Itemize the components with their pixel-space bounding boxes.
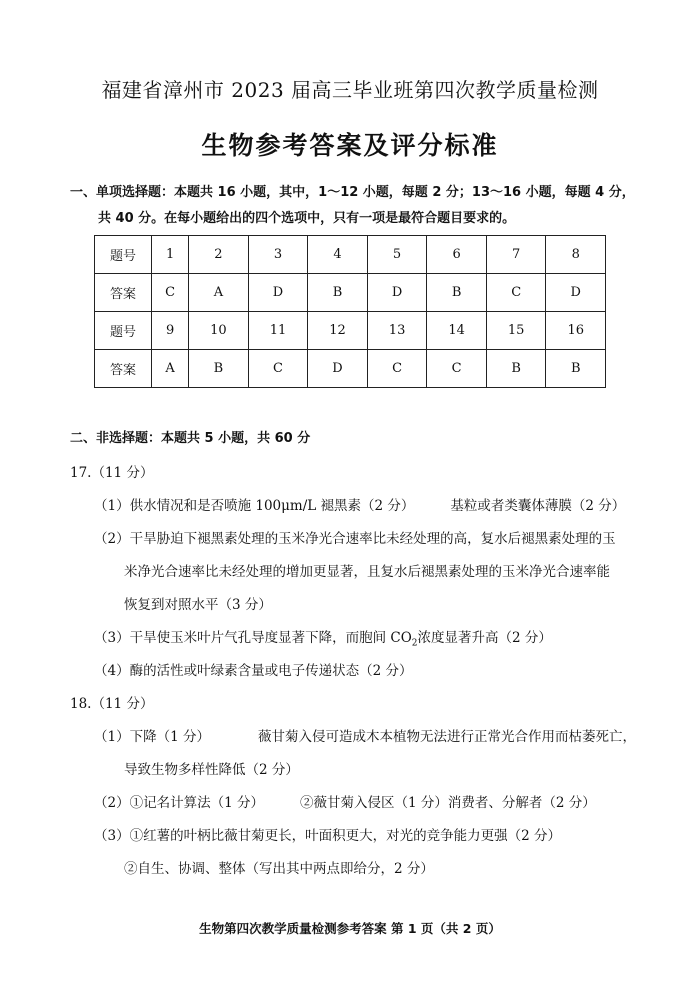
q18-answer-3b: ②自生、协调、整体（写出其中两点即给分，2 分） [124, 861, 434, 877]
table-cell: D [546, 274, 606, 312]
table-row-header: 题号 [95, 312, 152, 350]
table-cell: 8 [546, 236, 606, 274]
table-cell: 6 [427, 236, 487, 274]
answer-table [94, 235, 606, 388]
table-cell: D [308, 350, 368, 388]
q18-answer-2b: ②薇甘菊入侵区（1 分）消费者、分解者（2 分） [299, 795, 596, 811]
q17-title: 17.（11 分） [70, 465, 154, 481]
table-cell: 2 [189, 236, 249, 274]
table-cell: 15 [486, 312, 546, 350]
table-cell: B [308, 274, 368, 312]
table-cell: 11 [248, 312, 308, 350]
table-row [95, 312, 606, 350]
table-cell: A [152, 350, 189, 388]
q17-answer-3-pre: （3）干旱使玉米叶片气孔导度显著下降，而胞间 CO [94, 630, 412, 646]
table-cell: 3 [248, 236, 308, 274]
table-cell: 1 [152, 236, 189, 274]
exam-title: 福建省漳州市 2023 届高三毕业班第四次教学质量检测 [101, 78, 599, 102]
q17-answer-3-sub: 2 [411, 638, 418, 649]
table-cell: D [248, 274, 308, 312]
table-cell: B [189, 350, 249, 388]
table-cell: 7 [486, 236, 546, 274]
table-cell: 4 [308, 236, 368, 274]
q17-answer-4: （4）酶的活性或叶绿素含量或电子传递状态（2 分） [94, 663, 413, 679]
section2-heading: 二、非选择题：本题共 5 小题，共 60 分 [70, 431, 311, 446]
table-row [95, 350, 606, 388]
page-footer: 生物第四次教学质量检测参考答案 第 1 页（共 2 页） [199, 921, 501, 936]
q18-answer-1a: （1）下降（1 分） [94, 729, 210, 745]
table-cell: 14 [427, 312, 487, 350]
table-cell: C [367, 350, 427, 388]
document-title: 生物参考答案及评分标准 [201, 131, 499, 160]
table-cell: B [486, 350, 546, 388]
table-cell: C [486, 274, 546, 312]
table-cell: A [189, 274, 249, 312]
table-cell: D [367, 274, 427, 312]
q18-answer-2a: （2）①记名计算法（1 分） [94, 795, 264, 811]
section1-line2: 共 40 分。在每小题给出的四个选项中，只有一项是最符合题目要求的。 [98, 211, 516, 226]
table-cell: C [152, 274, 189, 312]
q17-answer-2-line3: 恢复到对照水平（3 分） [124, 597, 272, 613]
table-cell: C [248, 350, 308, 388]
table-row-header: 答案 [95, 274, 152, 312]
table-row-header: 答案 [95, 350, 152, 388]
table-row [95, 274, 606, 312]
q17-answer-3-post: 浓度显著升高（2 分） [417, 630, 552, 646]
q17-answer-1a: （1）供水情况和是否喷施 100μm/L 褪黑素（2 分） [94, 498, 415, 514]
q18-answer-1b: 薇甘菊入侵可造成木本植物无法进行正常光合作用而枯萎死亡， [257, 729, 636, 745]
table-cell: 16 [546, 312, 606, 350]
table-cell: C [427, 350, 487, 388]
q18-answer-1c: 导致生物多样性降低（2 分） [124, 762, 299, 778]
q17-answer-1b: 基粒或者类囊体薄膜（2 分） [450, 498, 626, 514]
q18-title: 18.（11 分） [70, 696, 154, 712]
section1-instructions [70, 180, 650, 232]
q17-answer-2-line2: 米净光合速率比未经处理的增加更显著，且复水后褪黑素处理的玉米净光合速率能 [124, 564, 610, 580]
table-cell: 12 [308, 312, 368, 350]
section1-line1: 一、单项选择题：本题共 16 小题，其中，1～12 小题，每题 2 分；13～16 小题，每题 4 分， [70, 185, 635, 200]
table-cell: 5 [367, 236, 427, 274]
table-row [95, 236, 606, 274]
q18-answer-2 [94, 787, 596, 820]
q18-answer-3: （3）①红薯的叶柄比薇甘菊更长，叶面积更大，对光的竞争能力更强（2 分） [94, 828, 561, 844]
q18-answer-1 [94, 721, 636, 754]
table-cell: B [427, 274, 487, 312]
q17-answer-1 [94, 490, 625, 523]
table-cell: B [546, 350, 606, 388]
q17-answer-2-line1: （2）干旱胁迫下褪黑素处理的玉米净光合速率比未经处理的高，复水后褪黑素处理的玉 [94, 531, 616, 547]
table-cell: 10 [189, 312, 249, 350]
table-cell: 9 [152, 312, 189, 350]
table-row-header: 题号 [95, 236, 152, 274]
table-cell: 13 [367, 312, 427, 350]
